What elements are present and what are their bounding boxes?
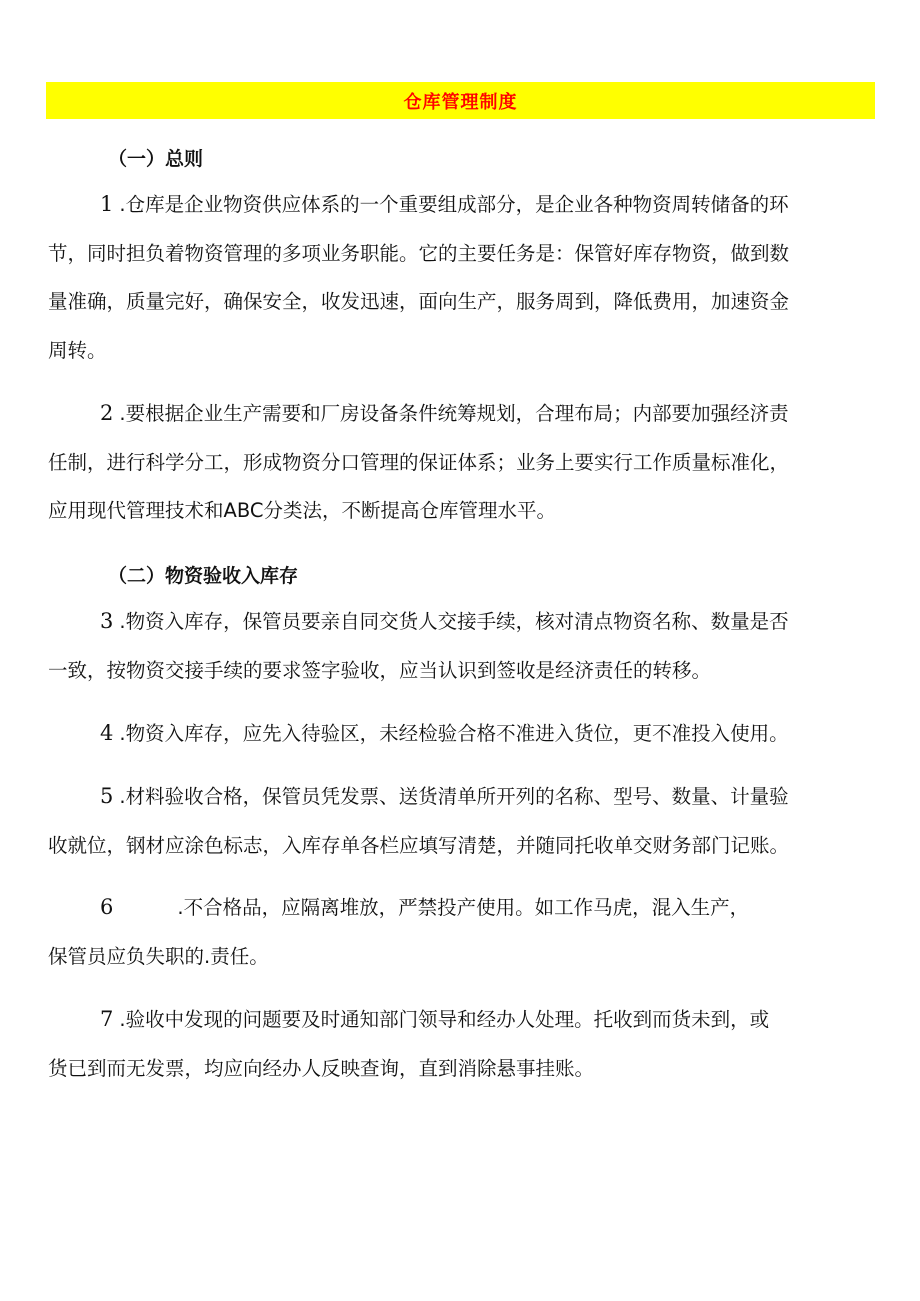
section-heading-receiving: （二）物资验收入库存 bbox=[108, 565, 299, 587]
paragraph-line: 周转。 bbox=[48, 338, 107, 362]
paragraph-number: 2 bbox=[100, 401, 114, 425]
paragraph-line: 保管员应负失职的.责任。 bbox=[48, 944, 269, 968]
paragraph-text: .仓库是企业物资供应体系的一个重要组成部分，是企业各种物资周转储备的环 bbox=[119, 193, 789, 216]
paragraph-text: .验收中发现的问题要及时通知部门领导和经办人处理。托收到而货未到，或 bbox=[119, 1008, 770, 1031]
paragraph-line: 量准确，质量完好，确保安全，收发迅速，面向生产，服务周到，降低费用，加速资金 bbox=[48, 290, 790, 313]
paragraph-text: .材料验收合格，保管员凭发票、送货清单所开列的名称、型号、数量、计量验 bbox=[119, 785, 789, 808]
paragraph-5 bbox=[48, 772, 878, 870]
paragraph-number: 5 bbox=[100, 784, 114, 808]
paragraph-line bbox=[48, 389, 878, 439]
paragraph-text: .物资入库存，应先入待验区，未经检验合格不准进入货位，更不准投入使用。 bbox=[119, 722, 789, 745]
paragraph-text: .物资入库存，保管员要亲自同交货人交接手续，核对清点物资名称、数量是否 bbox=[119, 610, 789, 633]
paragraph-line bbox=[48, 597, 878, 647]
paragraph-line: 应用现代管理技术和ABC分类法，不断提高仓库管理水平。 bbox=[48, 499, 556, 522]
paragraph-number: 3 bbox=[100, 609, 114, 633]
paragraph-number: 7 bbox=[100, 1007, 114, 1031]
paragraph-4 bbox=[48, 709, 878, 759]
paragraph-line bbox=[48, 180, 878, 230]
paragraph-2 bbox=[48, 389, 878, 536]
paragraph-line bbox=[48, 995, 878, 1045]
paragraph-line bbox=[48, 709, 878, 759]
paragraph-text: .不合格品，应隔离堆放，严禁投产使用。如工作马虎，混入生产， bbox=[177, 896, 750, 919]
paragraph-text: .要根据企业生产需要和厂房设备条件统筹规划，合理布局；内部要加强经济责 bbox=[119, 402, 789, 425]
paragraph-number: 4 bbox=[100, 721, 114, 745]
paragraph-7 bbox=[48, 995, 878, 1093]
paragraph-line: 收就位，钢材应涂色标志，入库存单各栏应填写清楚，并随同托收单交财务部门记账。 bbox=[48, 833, 790, 857]
paragraph-line bbox=[48, 883, 878, 933]
paragraph-line: 货已到而无发票，均应向经办人反映查询，直到消除悬事挂账。 bbox=[48, 1056, 595, 1080]
paragraph-line: 任制，进行科学分工，形成物资分口管理的保证体系；业务上要实行工作质量标准化， bbox=[48, 450, 790, 474]
paragraph-number: 1 bbox=[100, 192, 114, 216]
paragraph-line: 节，同时担负着物资管理的多项业务职能。它的主要任务是：保管好库存物资，做到数 bbox=[48, 241, 790, 265]
section-heading-general: （一）总则 bbox=[108, 148, 204, 170]
paragraph-6 bbox=[48, 883, 878, 981]
paragraph-line bbox=[48, 772, 878, 822]
paragraph-number: 6 bbox=[100, 895, 114, 919]
document-title: 仓库管理制度 bbox=[403, 91, 518, 113]
title-banner bbox=[46, 82, 875, 119]
paragraph-3 bbox=[48, 597, 878, 695]
paragraph-line: 一致，按物资交接手续的要求签字验收，应当认识到签收是经济责任的转移。 bbox=[48, 658, 712, 682]
paragraph-1 bbox=[48, 180, 878, 375]
